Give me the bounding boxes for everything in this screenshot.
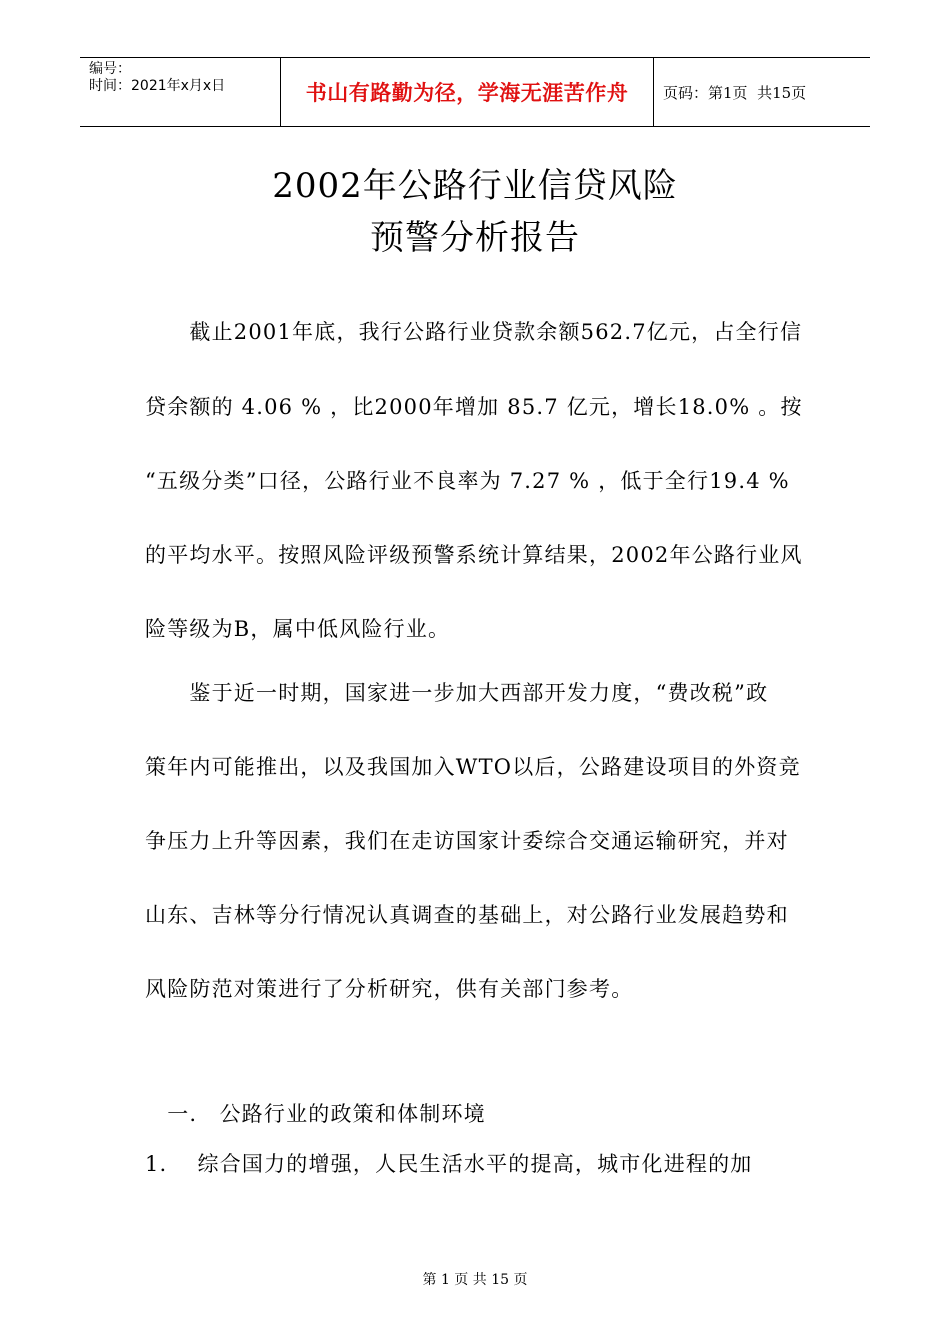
header-page-info [654,58,870,126]
section-heading: 一. 公路行业的政策和体制环境 [145,1102,486,1126]
body-line: 风险防范对策进行了分析研究，供有关部门参考。 [145,977,634,1001]
subsection-item: 1. 综合国力的增强，人民生活水平的提高，城市化进程的加 [145,1152,753,1176]
document-header [80,57,870,127]
header-time-label: 时间：2021年x月x日 [89,78,226,94]
header-motto: 书山有路勤为径，学海无涯苦作舟 [281,58,654,126]
body-line: 策年内可能推出，以及我国加入WTO以后，公路建设项目的外资竞 [145,755,801,779]
header-code-label: 编号： [89,61,131,77]
body-line: 的平均水平。按照风险评级预警系统计算结果，2002年公路行业风 [145,543,803,567]
header-meta [80,58,281,126]
body-line: 山东、吉林等分行情况认真调查的基础上，对公路行业发展趋势和 [145,903,789,927]
document-title-line-2: 预警分析报告 [370,218,580,258]
page-footer: 第 1 页 共 15 页 [422,1272,528,1288]
body-line: 险等级为B，属中低风险行业。 [145,617,451,641]
body-line: 贷余额的 4.06 % ，比2000年增加 85.7 亿元，增长18.0% 。按 [145,395,803,419]
document-title-line-1: 2002年公路行业信贷风险 [272,166,678,206]
body-line: “五级分类”口径，公路行业不良率为 7.27 % ，低于全行19.4 % [145,469,790,493]
body-line: 鉴于近一时期，国家进一步加大西部开发力度，“费改税”政 [145,681,769,705]
body-line: 争压力上升等因素，我们在走访国家计委综合交通运输研究，并对 [145,829,789,853]
body-line: 截止2001年底，我行公路行业贷款余额562.7亿元，占全行信 [145,320,803,344]
header-page-info-text: 页码：第1页 共15页 [663,83,807,102]
